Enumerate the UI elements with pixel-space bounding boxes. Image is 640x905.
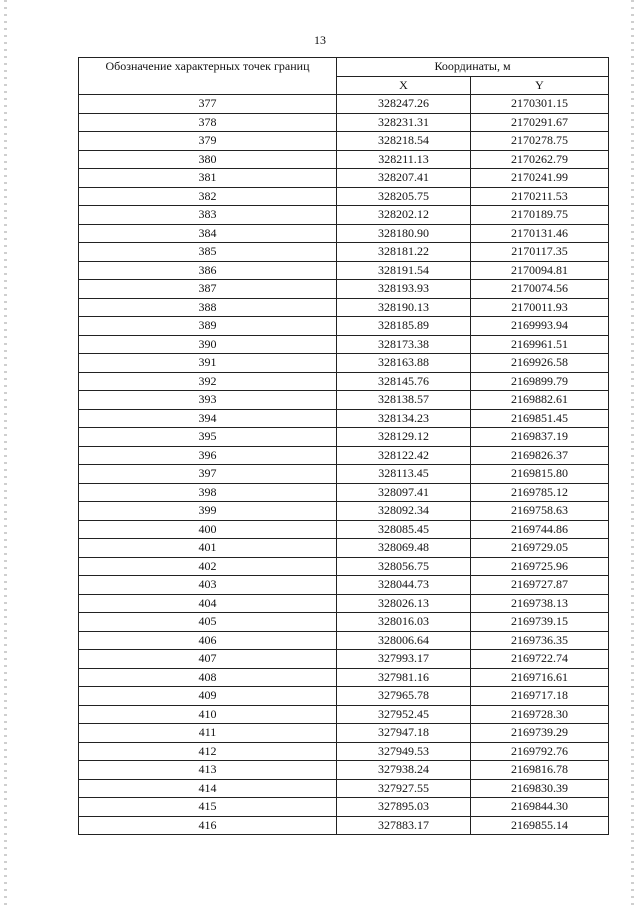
x-coordinate-cell: 328181.22	[337, 243, 471, 262]
y-coordinate-cell: 2170011.93	[471, 298, 609, 317]
y-coordinate-cell: 2169739.29	[471, 724, 609, 743]
point-number-cell: 396	[79, 446, 337, 465]
point-number-cell: 404	[79, 594, 337, 613]
table-row	[79, 483, 609, 502]
table-row	[79, 187, 609, 206]
x-coordinate-cell: 328247.26	[337, 95, 471, 114]
table-row	[79, 428, 609, 447]
table-row	[79, 779, 609, 798]
table-row	[79, 206, 609, 225]
table-row	[79, 113, 609, 132]
table-row	[79, 557, 609, 576]
y-coordinate-cell: 2169830.39	[471, 779, 609, 798]
header-y: Y	[471, 76, 609, 95]
x-coordinate-cell: 328163.88	[337, 354, 471, 373]
x-coordinate-cell: 328205.75	[337, 187, 471, 206]
table-row	[79, 798, 609, 817]
y-coordinate-cell: 2170094.81	[471, 261, 609, 280]
point-number-cell: 411	[79, 724, 337, 743]
y-coordinate-cell: 2169993.94	[471, 317, 609, 336]
y-coordinate-cell: 2169844.30	[471, 798, 609, 817]
scan-edge-right	[631, 0, 634, 905]
point-number-cell: 401	[79, 539, 337, 558]
y-coordinate-cell: 2169725.96	[471, 557, 609, 576]
x-coordinate-cell: 328056.75	[337, 557, 471, 576]
point-number-cell: 398	[79, 483, 337, 502]
table-row	[79, 372, 609, 391]
coordinates-table	[78, 57, 609, 835]
x-coordinate-cell: 328231.31	[337, 113, 471, 132]
table-header	[79, 58, 609, 95]
table-row	[79, 650, 609, 669]
y-coordinate-cell: 2169728.30	[471, 705, 609, 724]
table-row	[79, 502, 609, 521]
x-coordinate-cell: 328085.45	[337, 520, 471, 539]
y-coordinate-cell: 2170278.75	[471, 132, 609, 151]
y-coordinate-cell: 2169717.18	[471, 687, 609, 706]
header-coordinates: Координаты, м	[337, 58, 609, 77]
y-coordinate-cell: 2169826.37	[471, 446, 609, 465]
table-row	[79, 631, 609, 650]
x-coordinate-cell: 327947.18	[337, 724, 471, 743]
y-coordinate-cell: 2169722.74	[471, 650, 609, 669]
table-row	[79, 705, 609, 724]
table-row	[79, 539, 609, 558]
x-coordinate-cell: 327949.53	[337, 742, 471, 761]
point-number-cell: 412	[79, 742, 337, 761]
point-number-cell: 377	[79, 95, 337, 114]
y-coordinate-cell: 2169736.35	[471, 631, 609, 650]
point-number-cell: 390	[79, 335, 337, 354]
y-coordinate-cell: 2169744.86	[471, 520, 609, 539]
x-coordinate-cell: 327883.17	[337, 816, 471, 835]
table-row	[79, 520, 609, 539]
point-number-cell: 381	[79, 169, 337, 188]
x-coordinate-cell: 327938.24	[337, 761, 471, 780]
x-coordinate-cell: 328069.48	[337, 539, 471, 558]
y-coordinate-cell: 2169758.63	[471, 502, 609, 521]
point-number-cell: 387	[79, 280, 337, 299]
table-row	[79, 317, 609, 336]
table-row	[79, 742, 609, 761]
page-number: 13	[314, 33, 326, 47]
point-number-cell: 408	[79, 668, 337, 687]
point-number-cell: 384	[79, 224, 337, 243]
point-number-cell: 383	[79, 206, 337, 225]
x-coordinate-cell: 328202.12	[337, 206, 471, 225]
y-coordinate-cell: 2169729.05	[471, 539, 609, 558]
y-coordinate-cell: 2169855.14	[471, 816, 609, 835]
y-coordinate-cell: 2170291.67	[471, 113, 609, 132]
table-row	[79, 132, 609, 151]
point-number-cell: 382	[79, 187, 337, 206]
x-coordinate-cell: 328180.90	[337, 224, 471, 243]
scan-edge-left	[4, 0, 7, 905]
point-number-cell: 391	[79, 354, 337, 373]
point-number-cell: 402	[79, 557, 337, 576]
x-coordinate-cell: 328113.45	[337, 465, 471, 484]
y-coordinate-cell: 2170211.53	[471, 187, 609, 206]
x-coordinate-cell: 328026.13	[337, 594, 471, 613]
table-row	[79, 298, 609, 317]
table-row	[79, 280, 609, 299]
y-coordinate-cell: 2169851.45	[471, 409, 609, 428]
point-number-cell: 409	[79, 687, 337, 706]
point-number-cell: 416	[79, 816, 337, 835]
x-coordinate-cell: 328193.93	[337, 280, 471, 299]
point-number-cell: 388	[79, 298, 337, 317]
y-coordinate-cell: 2169727.87	[471, 576, 609, 595]
x-coordinate-cell: 327965.78	[337, 687, 471, 706]
point-number-cell: 380	[79, 150, 337, 169]
y-coordinate-cell: 2169882.61	[471, 391, 609, 410]
y-coordinate-cell: 2170074.56	[471, 280, 609, 299]
y-coordinate-cell: 2169899.79	[471, 372, 609, 391]
y-coordinate-cell: 2169961.51	[471, 335, 609, 354]
table-row	[79, 576, 609, 595]
header-x: X	[337, 76, 471, 95]
point-number-cell: 394	[79, 409, 337, 428]
x-coordinate-cell: 328207.41	[337, 169, 471, 188]
table-row	[79, 150, 609, 169]
table-row	[79, 613, 609, 632]
x-coordinate-cell: 328191.54	[337, 261, 471, 280]
x-coordinate-cell: 327993.17	[337, 650, 471, 669]
table-row	[79, 816, 609, 835]
point-number-cell: 407	[79, 650, 337, 669]
x-coordinate-cell: 327952.45	[337, 705, 471, 724]
x-coordinate-cell: 328092.34	[337, 502, 471, 521]
table-row	[79, 446, 609, 465]
y-coordinate-cell: 2169716.61	[471, 668, 609, 687]
point-number-cell: 397	[79, 465, 337, 484]
x-coordinate-cell: 328138.57	[337, 391, 471, 410]
header-point-label: Обозначение характерных точек границ	[79, 58, 337, 95]
x-coordinate-cell: 328190.13	[337, 298, 471, 317]
point-number-cell: 379	[79, 132, 337, 151]
table-body	[79, 95, 609, 835]
table-row	[79, 261, 609, 280]
point-number-cell: 389	[79, 317, 337, 336]
table-row	[79, 594, 609, 613]
x-coordinate-cell: 328134.23	[337, 409, 471, 428]
point-number-cell: 386	[79, 261, 337, 280]
x-coordinate-cell: 328211.13	[337, 150, 471, 169]
point-number-cell: 414	[79, 779, 337, 798]
point-number-cell: 400	[79, 520, 337, 539]
table-row	[79, 335, 609, 354]
x-coordinate-cell: 328097.41	[337, 483, 471, 502]
table-row	[79, 687, 609, 706]
table-row	[79, 409, 609, 428]
x-coordinate-cell: 328173.38	[337, 335, 471, 354]
y-coordinate-cell: 2169815.80	[471, 465, 609, 484]
y-coordinate-cell: 2170131.46	[471, 224, 609, 243]
x-coordinate-cell: 327927.55	[337, 779, 471, 798]
x-coordinate-cell: 328218.54	[337, 132, 471, 151]
table-row	[79, 761, 609, 780]
point-number-cell: 378	[79, 113, 337, 132]
table-row	[79, 354, 609, 373]
y-coordinate-cell: 2170301.15	[471, 95, 609, 114]
x-coordinate-cell: 328185.89	[337, 317, 471, 336]
table-row	[79, 95, 609, 114]
table-row	[79, 243, 609, 262]
y-coordinate-cell: 2169837.19	[471, 428, 609, 447]
x-coordinate-cell: 327895.03	[337, 798, 471, 817]
table-row	[79, 668, 609, 687]
y-coordinate-cell: 2169739.15	[471, 613, 609, 632]
x-coordinate-cell: 328016.03	[337, 613, 471, 632]
point-number-cell: 413	[79, 761, 337, 780]
y-coordinate-cell: 2170262.79	[471, 150, 609, 169]
y-coordinate-cell: 2170117.35	[471, 243, 609, 262]
point-number-cell: 405	[79, 613, 337, 632]
y-coordinate-cell: 2169926.58	[471, 354, 609, 373]
point-number-cell: 403	[79, 576, 337, 595]
point-number-cell: 385	[79, 243, 337, 262]
y-coordinate-cell: 2170241.99	[471, 169, 609, 188]
y-coordinate-cell: 2169738.13	[471, 594, 609, 613]
point-number-cell: 393	[79, 391, 337, 410]
table-row	[79, 465, 609, 484]
x-coordinate-cell: 328129.12	[337, 428, 471, 447]
y-coordinate-cell: 2169792.76	[471, 742, 609, 761]
y-coordinate-cell: 2170189.75	[471, 206, 609, 225]
x-coordinate-cell: 328145.76	[337, 372, 471, 391]
point-number-cell: 399	[79, 502, 337, 521]
point-number-cell: 415	[79, 798, 337, 817]
x-coordinate-cell: 328122.42	[337, 446, 471, 465]
point-number-cell: 406	[79, 631, 337, 650]
table-row	[79, 724, 609, 743]
table-row	[79, 391, 609, 410]
x-coordinate-cell: 328006.64	[337, 631, 471, 650]
y-coordinate-cell: 2169785.12	[471, 483, 609, 502]
table-row	[79, 224, 609, 243]
x-coordinate-cell: 328044.73	[337, 576, 471, 595]
point-number-cell: 410	[79, 705, 337, 724]
point-number-cell: 395	[79, 428, 337, 447]
point-number-cell: 392	[79, 372, 337, 391]
y-coordinate-cell: 2169816.78	[471, 761, 609, 780]
table-row	[79, 169, 609, 188]
x-coordinate-cell: 327981.16	[337, 668, 471, 687]
